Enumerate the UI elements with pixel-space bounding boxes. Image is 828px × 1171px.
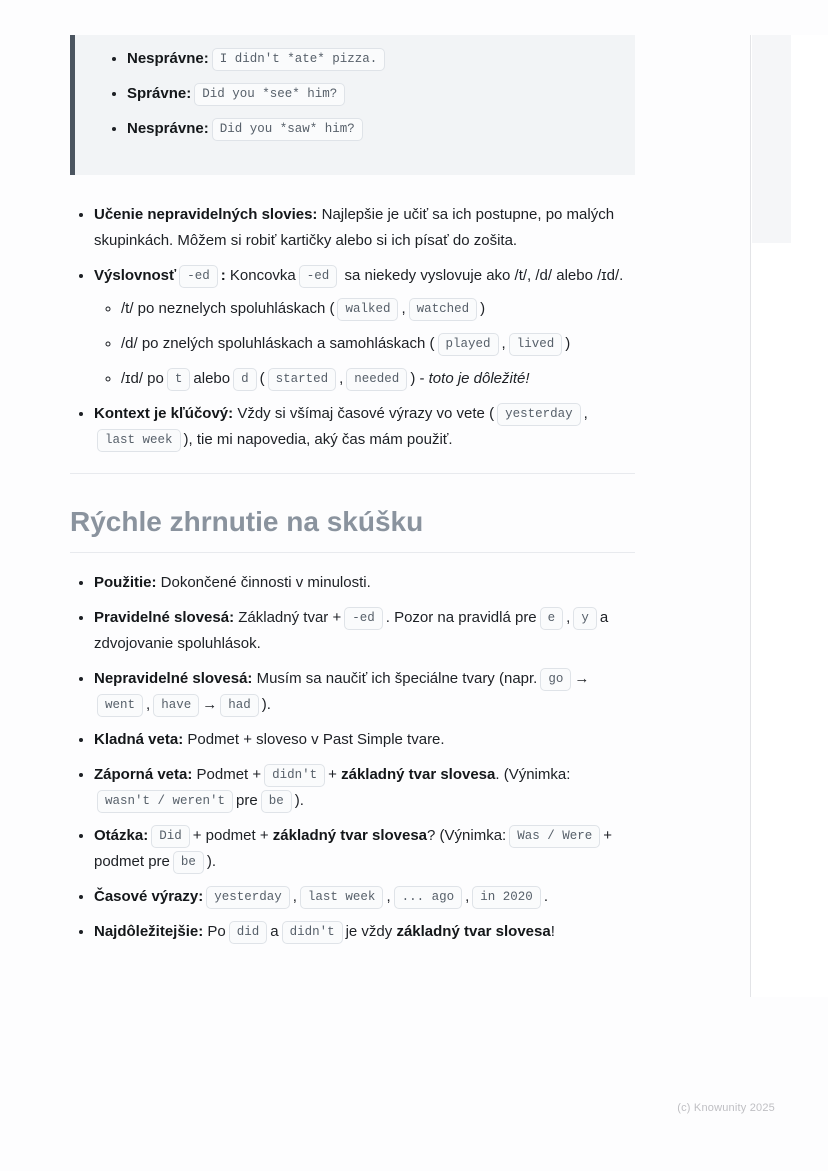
code-chip: Was / Were [509,825,600,848]
bold-text: Najdôležitejšie: [94,923,204,940]
next-page-edge [750,35,828,997]
sub-list [94,296,635,392]
code-chip: didn't [282,921,343,944]
bold-text: : [220,267,226,284]
code-chip: in 2020 [472,886,541,909]
bold-text: Nesprávne: [127,120,209,137]
bold-text: základný tvar slovesa [341,766,496,783]
code-chip: started [268,368,337,391]
code-chip: be [173,851,204,874]
bold-text: Nesprávne: [127,50,209,67]
code-chip: d [233,368,257,391]
code-chip: last week [97,429,181,452]
code-chip: didn't [264,764,325,787]
list-item: • Najdôležitejšie: Po did a didn't je vždy základný tvar slovesa! [94,919,635,945]
bold-text: Záporná veta: [94,766,193,783]
example-blockquote [70,35,635,175]
italic-text: toto je dôležité! [428,370,530,387]
list-item: • Kladná veta: Podmet + sloveso v Past Simple tvare. [94,727,635,753]
code-chip: yesterday [206,886,290,909]
code-chip: -ed [344,607,383,630]
copyright-text: (c) Knowunity 2025 [677,1102,775,1114]
code-chip: walked [337,298,398,321]
code-chip: last week [300,886,384,909]
example-list [99,46,611,142]
bold-text: Časové výrazy: [94,888,204,905]
list-item: • Výslovnosť -ed : Koncovka -ed sa niekedy vyslovuje ako /t/, /d/ alebo /ɪd/. ◦ /t/ po neznelych spoluhláskach ( walked , watched ) ◦ /d/ po znelých spoluhláskach a samohláskach ( played , lived ) ◦ /ɪd/ po t alebo d ( started , needed ) - toto je dôležité! [94,263,635,392]
bold-text: základný tvar slovesa [272,827,428,844]
code-chip: needed [346,368,407,391]
section-heading: Rýchle zhrnutie na skúšku [70,505,635,553]
bold-text: Kontext je kľúčový: [94,405,234,422]
list-item: • Nepravidelné slovesá: Musím sa naučiť ich špeciálne tvary (napr. go →went , have → had ). [94,666,635,718]
list-item: ◦ /t/ po neznelych spoluhláskach ( walked , watched ) [121,296,635,322]
code-chip: played [438,333,499,356]
bold-text: Použitie: [94,574,157,591]
code-chip: t [167,368,191,391]
code-chip: have [153,694,199,717]
code-chip: Did you *saw* him? [212,118,363,141]
code-chip: be [261,790,292,813]
code-chip: -ed [299,265,338,288]
bold-text: Nepravidelné slovesá: [94,670,253,687]
bold-text: Kladná veta: [94,731,184,748]
code-chip: went [97,694,143,717]
tips-list [70,202,635,453]
code-chip: I didn't *ate* pizza. [212,48,386,71]
list-item: • Časové výrazy: yesterday , last week , ... ago , in 2020 . [94,884,635,910]
bold-text: Pravidelné slovesá: [94,609,235,626]
list-item [127,46,611,72]
code-chip: Did you *see* him? [194,83,345,106]
list-item: ◦ /d/ po znelých spoluhláskach a samohláskach ( played , lived ) [121,331,635,357]
code-chip: yesterday [497,403,581,426]
code-chip: Did [151,825,190,848]
list-item: • Učenie nepravidelných slovies: Najlepšie je učiť sa ich postupne, po malých skupinkách. Môžem si robiť kartičky alebo si ich písať do zošita. [94,202,635,254]
code-chip: ... ago [394,886,463,909]
list-item: • Záporná veta: Podmet + didn't + základný tvar slovesa. (Výnimka:wasn't / weren't pre be ). [94,762,635,814]
list-item: ◦ /ɪd/ po t alebo d ( started , needed ) - toto je dôležité! [121,366,635,392]
list-item: • Použitie: Dokončené činnosti v minulosti. [94,570,635,596]
bold-text: Výslovnosť [94,267,177,284]
section-divider [70,473,635,474]
code-chip: -ed [179,265,218,288]
list-item: • Otázka: Did + podmet + základný tvar slovesa? (Výnimka: Was / Were + podmet pre be ). [94,823,635,875]
summary-list [70,570,635,945]
code-chip: did [229,921,268,944]
code-chip: watched [409,298,478,321]
bold-text: základný tvar slovesa [396,923,551,940]
code-chip: wasn't / weren't [97,790,233,813]
list-item [127,81,611,107]
list-item: • Kontext je kľúčový: Vždy si všímaj časové výrazy vo vete ( yesterday ,last week ), tie mi napovedia, aký čas mám použiť. [94,401,635,453]
code-chip: had [220,694,259,717]
code-chip: y [573,607,597,630]
bold-text: Otázka: [94,827,149,844]
code-chip: e [540,607,564,630]
code-chip: lived [509,333,563,356]
code-chip: go [540,668,571,691]
bold-text: Učenie nepravidelných slovies: [94,206,318,223]
list-item [127,116,611,142]
document-page [70,35,635,954]
next-page-content-block [752,35,791,243]
bold-text: Správne: [127,85,192,102]
list-item: • Pravidelné slovesá: Základný tvar + -ed . Pozor na pravidlá pre e , y a zdvojovanie spoluhlások. [94,605,635,657]
